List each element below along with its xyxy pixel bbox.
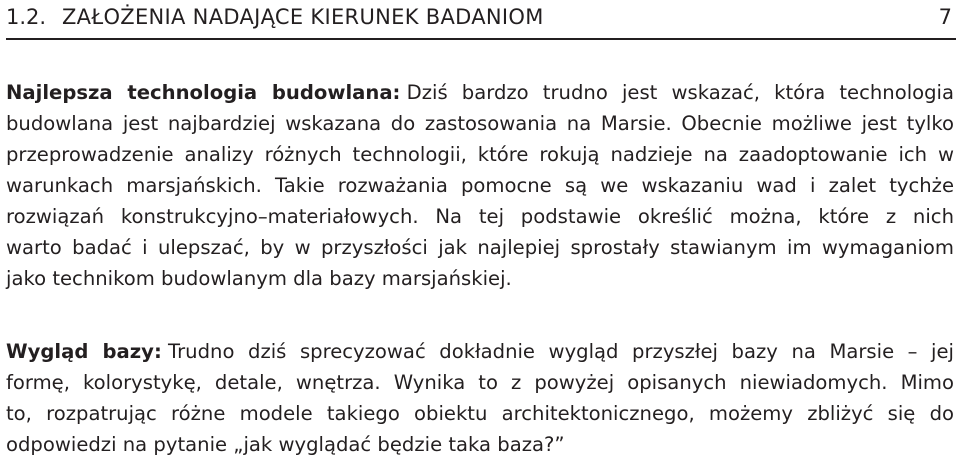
- section-number: 1.2.: [6, 5, 47, 29]
- paragraph-line: [6, 336, 954, 367]
- section-title: ZAŁOŻENIA NADAJĄCE KIERUNEK BADANIOM: [62, 5, 544, 29]
- paragraph-best-technology: [6, 77, 954, 294]
- paragraph-line: warto badać i ulepszać, by w przyszłości jak najlepiej sprostały stawianym im wymaganiom: [6, 236, 954, 259]
- paragraph-base-appearance: [6, 336, 954, 460]
- paragraph-line: jako technikom budowlanym dla bazy marsjańskiej.: [6, 267, 512, 290]
- paragraph-line: warunkach marsjańskich. Takie rozważania pomocne są we wskazaniu wad i zalet tychże: [6, 174, 954, 197]
- paragraph-line: to, rozpatrując różne modele takiego obiektu architektonicznego, możemy zbliżyć się do: [6, 402, 954, 425]
- running-header: [6, 2, 956, 40]
- paragraph-line: rozwiązań konstrukcyjno–materiałowych. Na tej podstawie określić można, które z nich: [6, 205, 954, 228]
- paragraph-line-text: Dziś bardzo trudno jest wskazać, która technologia: [406, 81, 955, 104]
- paragraph-line: przeprowadzenie analizy różnych technologii, które rokują nadzieje na zaadoptowanie ich w: [6, 143, 954, 166]
- paragraph-lead: Najlepsza technologia budowlana:: [6, 81, 401, 104]
- page-number: 7: [938, 5, 952, 29]
- paragraph-lead: Wygląd bazy:: [6, 340, 162, 363]
- paragraph-line: odpowiedzi na pytanie „jak wyglądać będzie taka baza?”: [6, 433, 565, 456]
- paragraph-line: formę, kolorystykę, detale, wnętrza. Wynika to z powyżej opisanych niewiadomych. Mimo: [6, 371, 954, 394]
- paragraph-line-text: Trudno dziś sprecyzować dokładnie wygląd przyszłej bazy na Marsie – jej: [168, 340, 954, 363]
- paragraph-line: [6, 77, 954, 108]
- paragraph-line: budowlana jest najbardziej wskazana do zastosowania na Marsie. Obecnie możliwe jest tylko: [6, 112, 954, 135]
